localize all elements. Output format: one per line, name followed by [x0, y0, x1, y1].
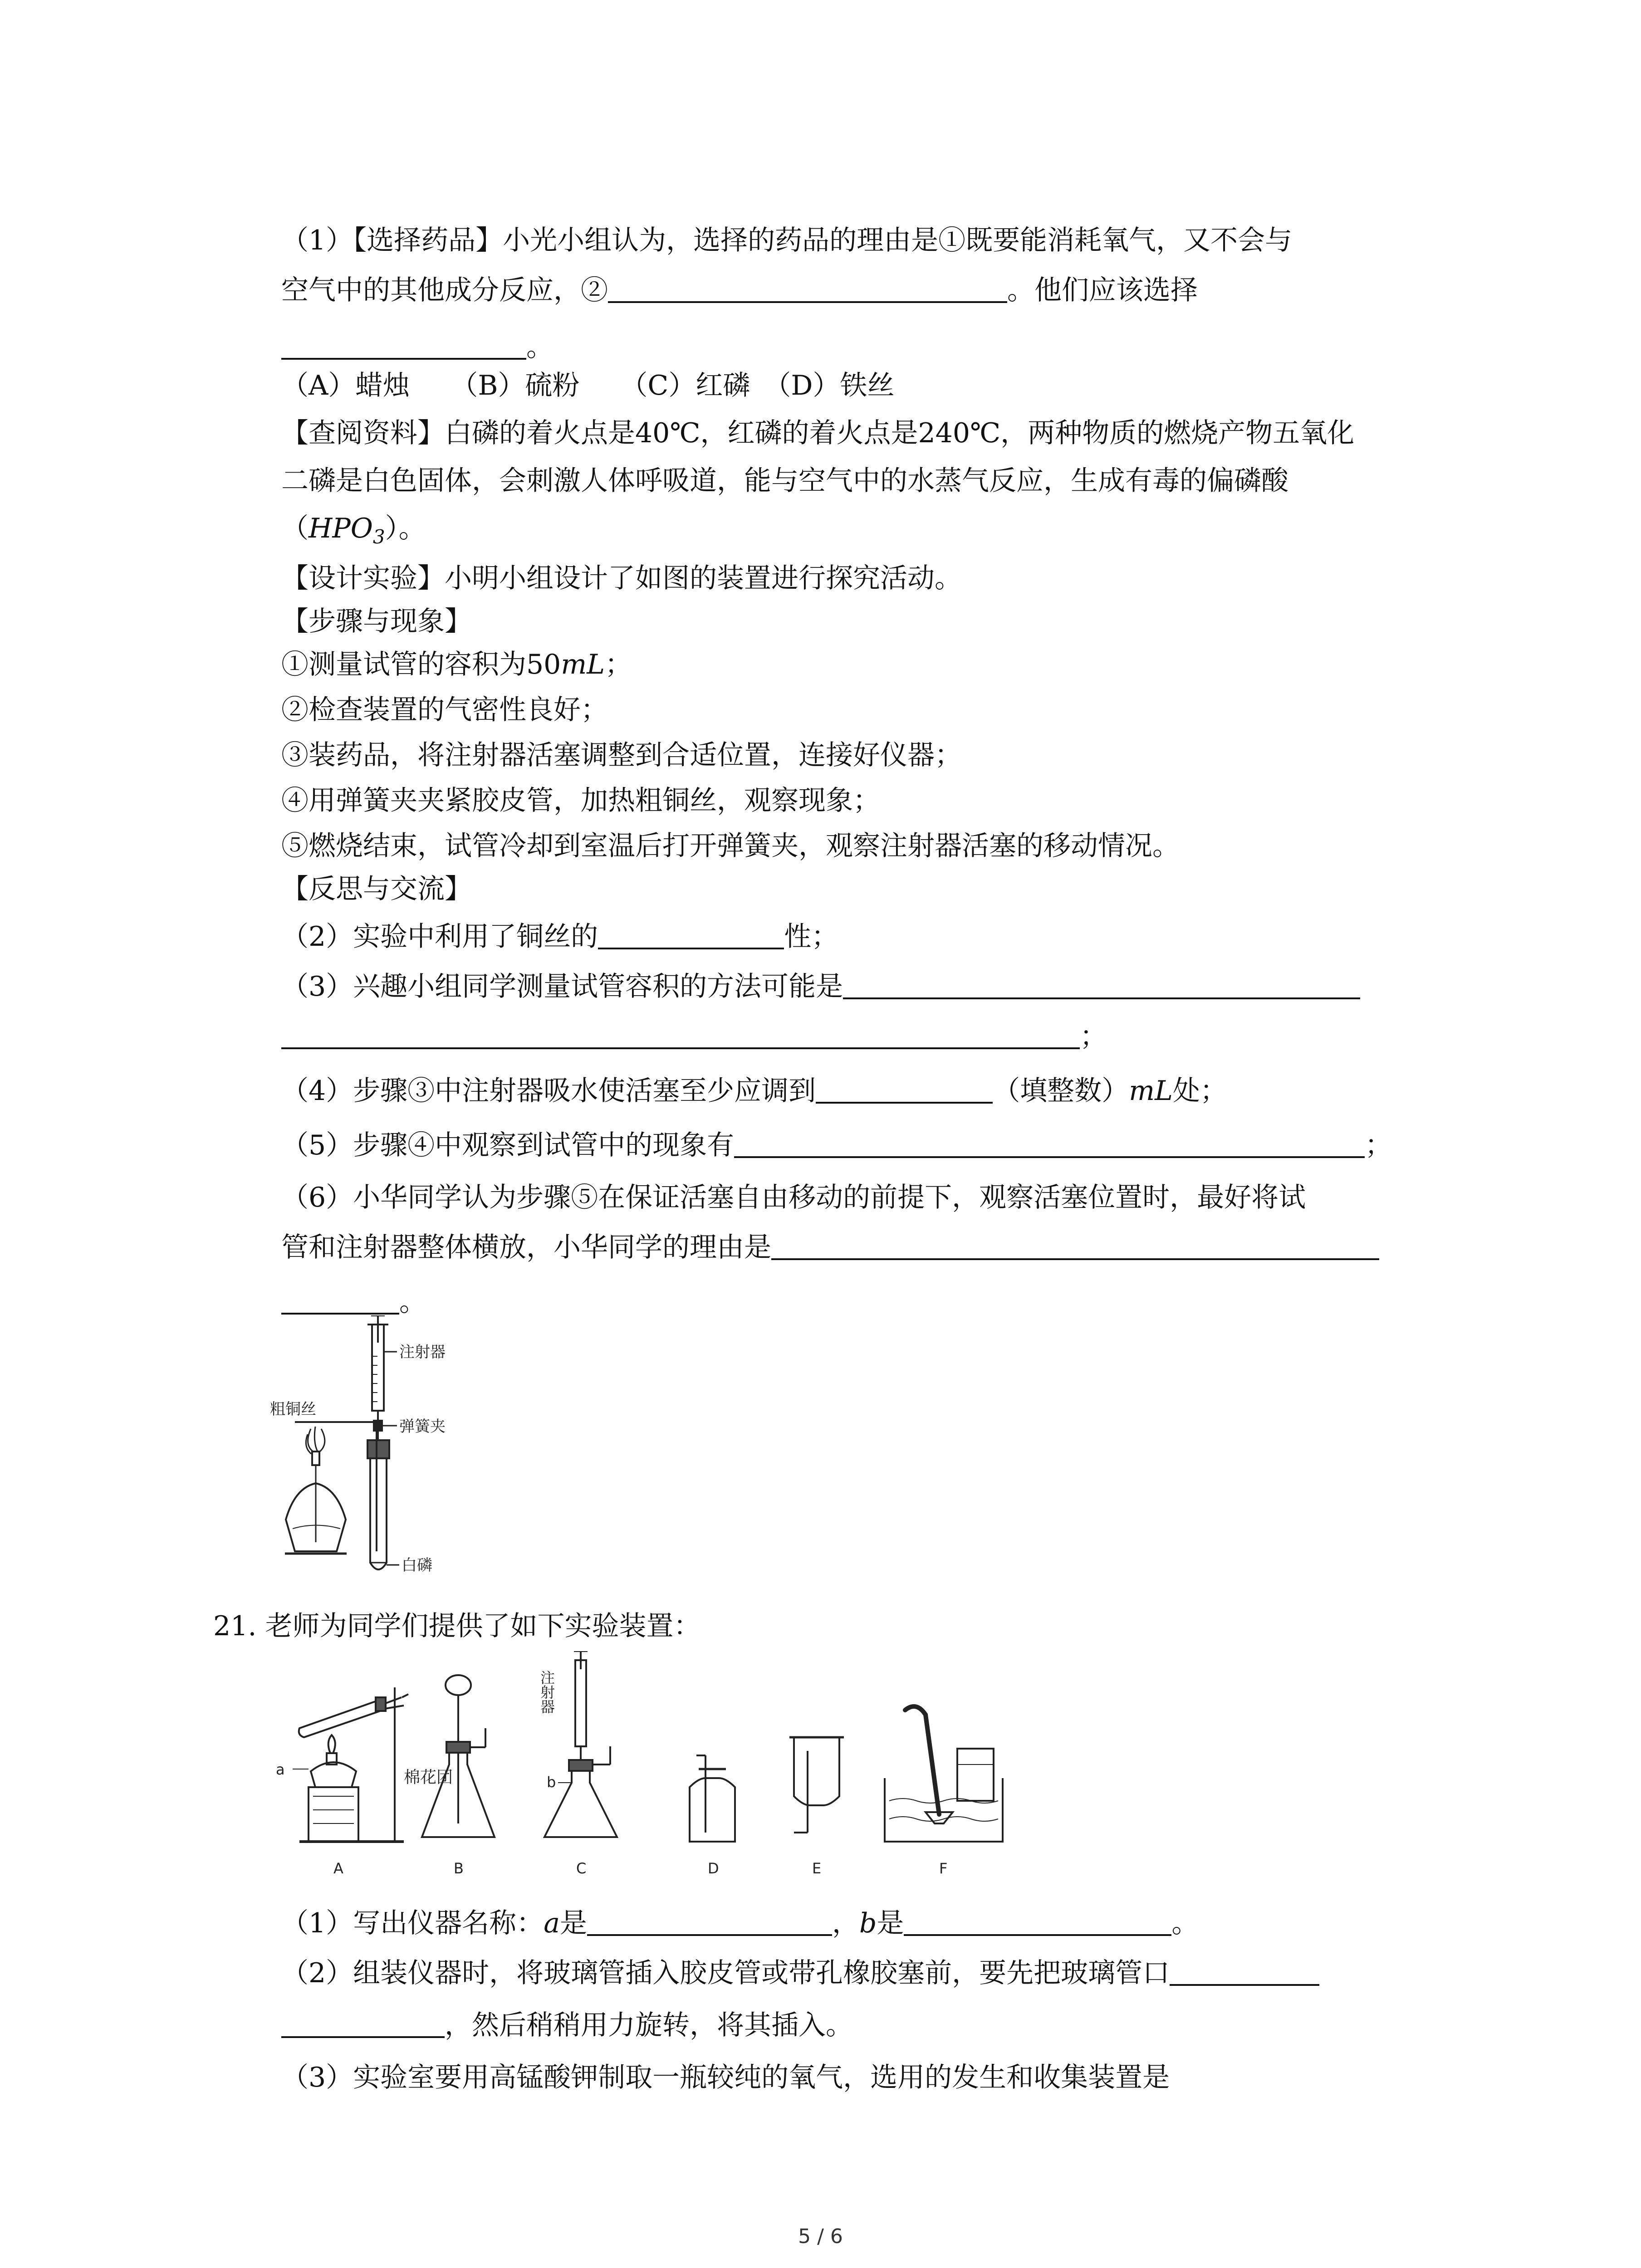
- text: （填整数）: [993, 1075, 1129, 1107]
- text: ①测量试管的容积为50: [281, 649, 561, 680]
- q21-q2-line1: [281, 1955, 1319, 1991]
- label-cotton: 棉花团: [404, 1768, 453, 1787]
- text: 。他们应该选择: [1007, 274, 1198, 306]
- answer-blank[interactable]: [771, 1231, 1379, 1260]
- label-syringe: 注射器: [399, 1343, 446, 1361]
- text: ，: [832, 1907, 859, 1939]
- page-number: 5 / 6: [798, 2225, 843, 2248]
- flame: [306, 1427, 324, 1454]
- instrument-letter: b: [859, 1907, 877, 1939]
- q20-q4: [281, 1073, 1227, 1109]
- label-a: a: [276, 1761, 285, 1778]
- apparatus-e: [789, 1737, 844, 1833]
- answer-blank[interactable]: [843, 970, 1360, 999]
- label-F: F: [939, 1860, 948, 1877]
- text: 【步骤与现象】: [281, 606, 472, 637]
- text: （A）蜡烛 （B）硫粉 （C）红磷 （D）铁丝: [281, 370, 895, 401]
- apparatus-a: [293, 1687, 408, 1842]
- answer-blank[interactable]: [734, 1129, 1365, 1158]
- text: （3）实验室要用高锰酸钾制取一瓶较纯的氧气，选用的发生和收集装置是: [281, 2062, 1170, 2093]
- q21-stem: [213, 1608, 701, 1644]
- q20-q3-line1: [281, 968, 1360, 1005]
- q20-options: [281, 367, 894, 404]
- text: ；: [605, 649, 632, 680]
- apparatus-c: [544, 1651, 617, 1837]
- text: 空气中的其他成分反应，②: [281, 274, 608, 306]
- text: （1）【选择药品】小光小组认为，选择的药品的理由是①既要能消耗氧气，又不会与: [281, 225, 1293, 256]
- apparatus-d: [690, 1755, 735, 1842]
- q20-apparatus-figure: [268, 1315, 540, 1579]
- q20-step4: [281, 782, 880, 819]
- text: ；: [1080, 1021, 1107, 1052]
- text: 【查阅资料】白磷的着火点是40℃，红磷的着火点是240℃，两种物质的燃烧产物五氧化: [281, 417, 1355, 449]
- text: （3）兴趣小组同学测量试管容积的方法可能是: [281, 971, 843, 1002]
- q21-q3: [281, 2059, 1170, 2096]
- q20-q2: [281, 919, 838, 955]
- text: 。: [399, 1286, 426, 1318]
- text: （6）小华同学认为步骤⑤在保证活塞自由移动的前提下，观察活塞位置时，最好将试: [281, 1182, 1306, 1213]
- instrument-letter: a: [544, 1907, 560, 1939]
- text: （1）写出仪器名称：: [281, 1907, 544, 1939]
- q20-steps-title: [281, 603, 472, 640]
- q20-part1-line3: [281, 329, 554, 365]
- unit: mL: [1129, 1075, 1173, 1107]
- text: （: [281, 513, 309, 544]
- text: ）。: [385, 513, 426, 544]
- label-A: A: [333, 1860, 343, 1877]
- text: 21. 老师为同学们提供了如下实验装置：: [213, 1610, 701, 1642]
- text: （5）步骤④中观察到试管中的现象有: [281, 1129, 735, 1161]
- answer-blank[interactable]: [598, 920, 784, 949]
- text: 性；: [784, 921, 839, 953]
- text: 【设计实验】小明小组设计了如图的装置进行探究活动。: [281, 562, 962, 594]
- text: 【反思与交流】: [281, 873, 472, 905]
- answer-blank[interactable]: [281, 1286, 399, 1315]
- answer-blank[interactable]: [281, 2009, 445, 2038]
- formula-subscript: 3: [372, 526, 385, 548]
- answer-blank[interactable]: [904, 1907, 1171, 1936]
- q20-info-line1: [281, 415, 1354, 451]
- label-clip: 弹簧夹: [399, 1418, 446, 1436]
- rubber-stopper: [367, 1440, 389, 1458]
- text: 是: [877, 1907, 904, 1939]
- text: （2）实验中利用了铜丝的: [281, 921, 598, 953]
- answer-blank[interactable]: [608, 274, 1007, 303]
- q20-part1-line2: [281, 272, 1198, 308]
- label-B: B: [454, 1860, 464, 1877]
- label-D: D: [708, 1860, 719, 1877]
- label-b: b: [547, 1774, 556, 1791]
- unit: mL: [561, 649, 605, 680]
- text: ⑤燃烧结束，试管冷却到室温后打开弹簧夹，观察注射器活塞的移动情况。: [281, 830, 1180, 862]
- q20-q6-line3: [281, 1284, 426, 1320]
- q21-q2-line2: [281, 2007, 853, 2043]
- label-copper-wire: 粗铜丝: [270, 1400, 316, 1418]
- q20-part1-line1: [281, 222, 1292, 259]
- text: ③装药品，将注射器活塞调整到合适位置，连接好仪器；: [281, 739, 962, 771]
- label-syringe-1: 注射器: [538, 1670, 555, 1714]
- text: （4）步骤③中注射器吸水使活塞至少应调到: [281, 1075, 816, 1107]
- label-syringe: [538, 1670, 555, 1714]
- q20-step2: [281, 692, 608, 728]
- text: （2）组装仪器时，将玻璃管插入胶皮管或带孔橡胶塞前，要先把玻璃管口: [281, 1957, 1170, 1989]
- text: ，然后稍稍用力旋转，将其插入。: [445, 2009, 853, 2041]
- answer-blank[interactable]: [1170, 1957, 1319, 1986]
- text: ；: [1365, 1129, 1392, 1161]
- answer-blank[interactable]: [587, 1907, 832, 1936]
- label-E: E: [812, 1860, 822, 1877]
- answer-blank[interactable]: [281, 1020, 1080, 1049]
- q20-q6-line1: [281, 1179, 1306, 1216]
- q20-info-line3: [281, 510, 426, 555]
- apparatus-b: [422, 1675, 495, 1837]
- q20-step3: [281, 737, 962, 773]
- q21-q1: [281, 1905, 1199, 1941]
- q20-reflect-title: [281, 871, 472, 907]
- q20-design: [281, 560, 962, 596]
- q20-q5: [281, 1127, 1392, 1163]
- text: 是: [559, 1907, 587, 1939]
- q20-q3-line2: [281, 1018, 1107, 1055]
- label-C: C: [576, 1860, 587, 1877]
- text: 。: [526, 331, 554, 363]
- apparatus-f: [885, 1706, 1003, 1842]
- q21-apparatus-figure: [272, 1651, 1043, 1887]
- q20-info-line2: [281, 463, 1288, 499]
- text: 。: [1171, 1907, 1199, 1939]
- answer-blank[interactable]: [281, 331, 526, 360]
- q20-step5: [281, 828, 1180, 864]
- text: 管和注射器整体横放，小华同学的理由是: [281, 1232, 771, 1263]
- text: ②检查装置的气密性良好；: [281, 694, 608, 726]
- formula: HPO: [309, 513, 373, 544]
- q20-step1: [281, 646, 632, 683]
- label-white-phosphorus: 白磷: [402, 1556, 432, 1574]
- test-tube: [370, 1458, 387, 1569]
- q20-q6-line2: [281, 1229, 1379, 1266]
- text: ④用弹簧夹夹紧胶皮管，加热粗铜丝，观察现象；: [281, 785, 880, 816]
- answer-blank[interactable]: [816, 1075, 993, 1104]
- text: 二磷是白色固体，会刺激人体呼吸道，能与空气中的水蒸气反应，生成有毒的偏磷酸: [281, 465, 1288, 497]
- text: 处；: [1172, 1075, 1227, 1107]
